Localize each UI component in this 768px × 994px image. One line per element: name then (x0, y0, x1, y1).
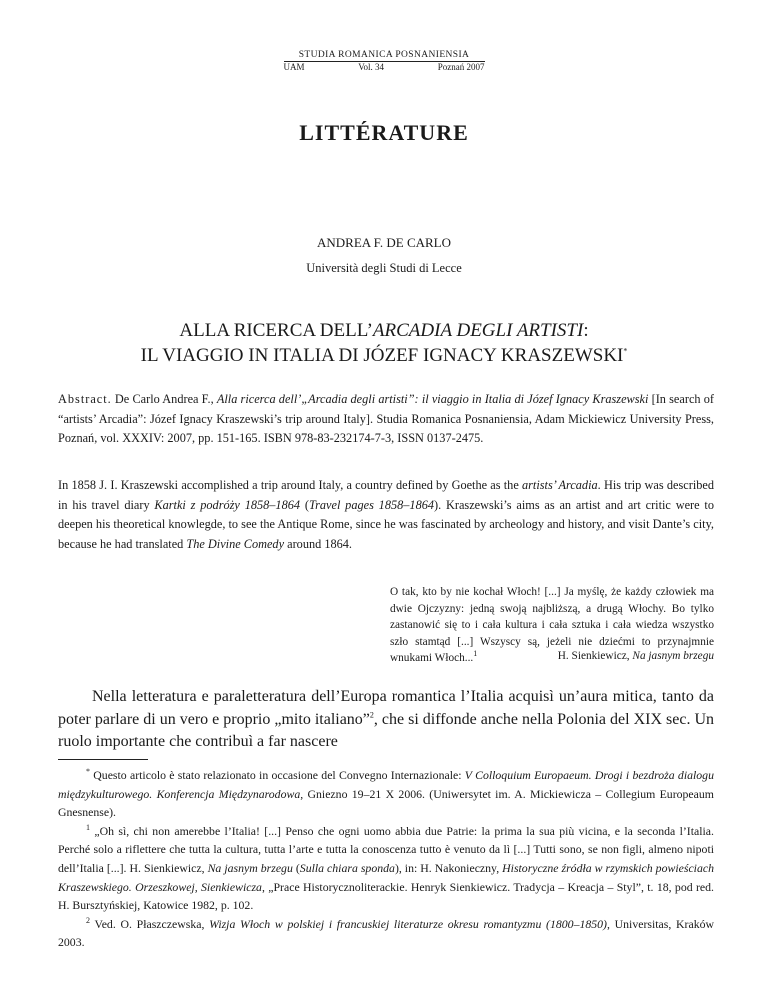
footnote-star: * Questo articolo è stato relazionato in occasione del Convegno Internazionale: V Colloquium Europaeum. Drogi i bezdroża dialogu międzykulturowego. Konferencja Międzynarodowa, Gniezno 19–21 X 2006. (Uniwersytet im. A. Mickiewicza – Collegium Europeaum Gnesnense). (58, 767, 714, 820)
section-heading: LITTÉRATURE (299, 120, 469, 145)
body-paragraph: Nella letteratura e paraletteratura dell’Europa romantica l’Italia acquisì un’aura mitica, tanto da poter parlare di un vero e proprio „mito italiano”$^2$, che si diffonde anche nella Polonia del XIX sec. Un ruolo importante che contribuì a far nascere (58, 688, 715, 750)
footnote-1: $^1$ „Oh sì, chi non amerebbe l’Italia! [...] Penso che ogni uomo abbia due Patrie: la prima la sua più vicina, e la seconda l’Italia. Perché solo a riflettere che tutta la cultura, tutta l’arte e tutta la conoscenza tutto è venuto da lì [...] Tutti sono, se non figli, almeno nipoti dell’Italia [...]. H. Sienkiewicz, Na jasnym brzegu (Sulla chiara sponda), in: H. Nakonieczny, Historyczne źródła w rzymskich powieściach Kraszewskiego. Orzeszkowej, Sienkiewicza, „Prace Historycznoliterackie. Henryk Sienkiewicz. Tradycja – Kreacja – Styl”, t. 18, pod red. H. Bursztyńskiej, Katowice 1982, p. 102. (58, 822, 714, 913)
summary: In 1858 J. I. Kraszewski accomplished a trip around Italy, a country defined by Goethe as the artists’ Arcadia. His trip was described in his travel diary Kartki z podróży 1858–1864 (Travel pages 1858–1864). Kraszewski’s aims as an artist and art critic were to deepen his theoretical knowlegde, to see the Antique Rome, since he was fascinated by archeology and history, and visit Dante’s city, because he had translated The Divine Comedy around 1864. (58, 478, 714, 551)
title-line-1: ALLA RICERCA DELL’ARCADIA DEGLI ARTISTI: (179, 320, 589, 341)
author-affiliation: Università degli Studi di Lecce (306, 261, 462, 275)
footnote-rule (58, 759, 148, 760)
title-line-2: IL VIAGGIO IN ITALIA DI JÓZEF IGNACY KRASZEWSKI* (140, 345, 628, 366)
body-footnote-mark: 2 (369, 710, 374, 720)
volume: Vol. 34 (358, 62, 385, 72)
epigraph: O tak, kto by nie kochał Włoch! [...] Ja myślę, że każdy człowiek ma dwie Ojczyzny: jedną swoją najbliższą, a drugą Włochy. Bo tylko zastanowić się to i cała kultura i cała sztuka i cała wiedza wszystko szło stamtąd [...] Wszyscy są, jeżeli nie dziećmi to przynajmnie wnukami Włoch...$^1$ (390, 586, 714, 664)
abstract-label: Abstract. (58, 392, 112, 406)
journal-name: STUDIA ROMANICA POSNANIENSIA (298, 50, 470, 60)
epigraph-source: H. Sienkiewicz, Na jasnym brzegu (557, 650, 714, 662)
running-header (0, 50, 768, 72)
article-title (0, 318, 768, 368)
epigraph-footnote-mark: 1 (473, 649, 478, 659)
publisher: UAM (283, 62, 305, 72)
footnotes (58, 766, 714, 952)
abstract: Abstract. De Carlo Andrea F., Alla ricerca dell’„Arcadia degli artisti”: il viaggio in Italia di Józef Ignacy Kraszewski [In search of “artists’ Arcadia”: Józef Ignacy Kraszewski’s trip around Italy]. Studia Romanica Posnaniensia, Adam Mickiewicz University Press, Poznań, vol. XXXIV: 2007, pp. 151-165. ISBN 978-83-232174-7-3, ISSN 0137-2475. (58, 392, 714, 445)
title-footnote-mark: * (623, 346, 628, 356)
author-name: ANDREA F. DE CARLO (316, 235, 452, 250)
footnote-2: $^2$ Ved. O. Płaszczewska, Wizja Włoch w polskiej i francuskiej literaturze okresu romantyzmu (1800–1850), Universitas, Kraków 2003. (58, 915, 715, 950)
place-year: Poznań 2007 (437, 62, 485, 72)
header-meta (284, 62, 485, 72)
